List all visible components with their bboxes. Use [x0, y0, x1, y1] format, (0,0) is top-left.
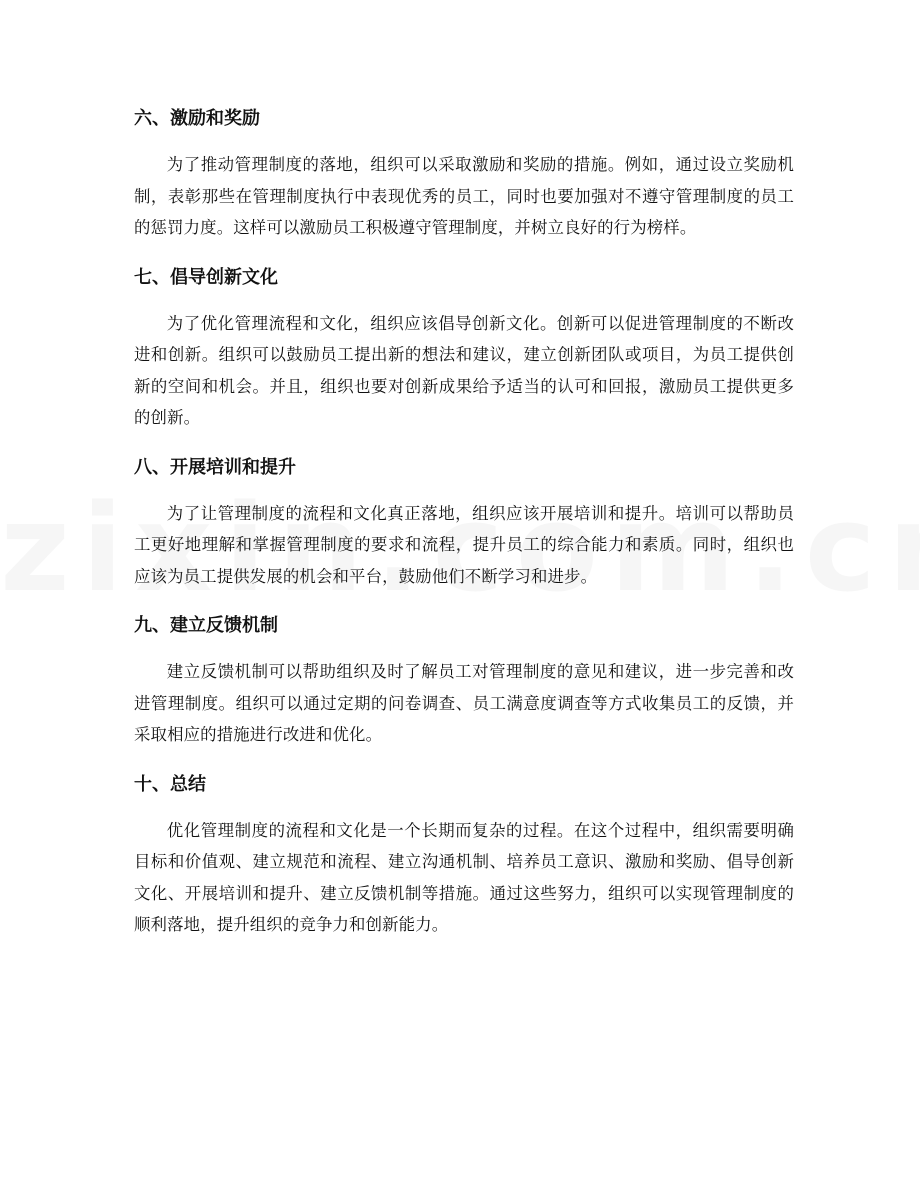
section-feedback — [134, 611, 794, 751]
section-paragraph: 建立反馈机制可以帮助组织及时了解员工对管理制度的意见和建议，进一步完善和改进管理制度。组织可以通过定期的问卷调查、员工满意度调查等方式收集员工的反馈，并采取相应的措施进行改进和优化。 — [134, 662, 794, 744]
section-summary — [134, 770, 794, 941]
section-heading: 九、建立反馈机制 — [134, 615, 278, 636]
section-heading: 七、倡导创新文化 — [134, 266, 278, 288]
document-body — [134, 104, 794, 960]
section-heading: 十、总结 — [134, 773, 206, 795]
section-paragraph: 为了让管理制度的流程和文化真正落地，组织应该开展培训和提升。培训可以帮助员工更好地理解和掌握管理制度的要求和流程，提升员工的综合能力和素质。同时，组织也应该为员工提供发展的机会和平台，鼓励他们不断学习和进步。 — [134, 503, 794, 586]
section-paragraph: 为了推动管理制度的落地，组织可以采取激励和奖励的措施。例如，通过设立奖励机制，表彰那些在管理制度执行中表现优秀的员工，同时也要加强对不遵守管理制度的员工的惩罚力度。这样可以激励员工积极遵守管理制度，并树立良好的行为榜样。 — [134, 155, 794, 237]
section-training — [134, 453, 794, 593]
section-heading: 八、开展培训和提升 — [134, 456, 296, 478]
section-paragraph: 为了优化管理流程和文化，组织应该倡导创新文化。创新可以促进管理制度的不断改进和创新。组织可以鼓励员工提出新的想法和建议，建立创新团队或项目，为员工提供创新的空间和机会。并且，组织也要对创新成果给予适当的认可和回报，激励员工提供更多的创新。 — [134, 313, 794, 427]
section-innovation-culture — [134, 263, 794, 434]
section-incentives — [134, 104, 794, 244]
section-paragraph: 优化管理制度的流程和文化是一个长期而复杂的过程。在这个过程中，组织需要明确目标和价值观、建立规范和流程、建立沟通机制、培养员工意识、激励和奖励、倡导创新文化、开展培训和提升、建立反馈机制等措施。通过这些努力，组织可以实现管理制度的顺利落地，提升组织的竞争力和创新能力。 — [134, 820, 794, 934]
section-heading: 六、激励和奖励 — [134, 108, 260, 129]
